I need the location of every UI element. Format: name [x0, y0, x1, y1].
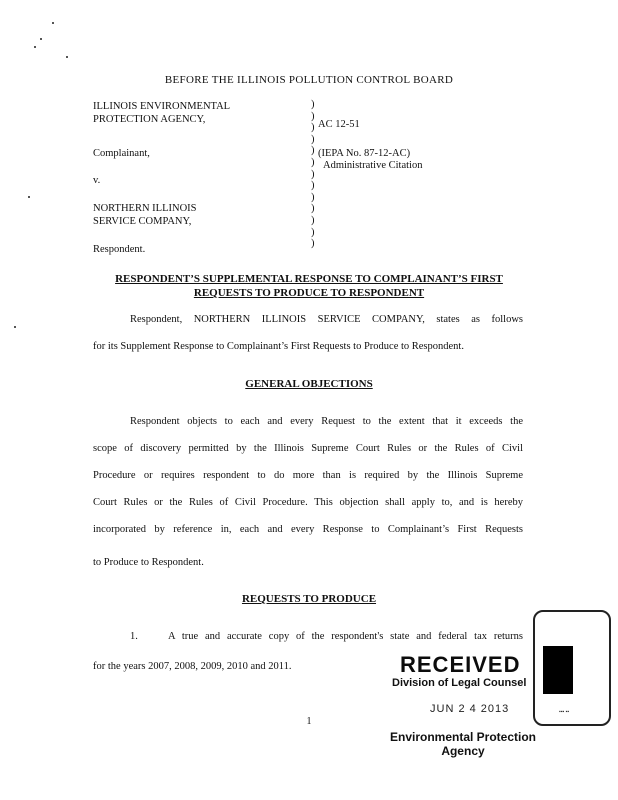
- redaction-block: [543, 646, 573, 694]
- scan-speck: [66, 56, 68, 58]
- scan-speck: [40, 38, 42, 40]
- request-item-text: for the years 2007, 2008, 2009, 2010 and 2011.: [93, 661, 292, 672]
- scan-speck: [34, 46, 36, 48]
- stamp-fine-print: ▪▪▪ ▪▪: [559, 710, 570, 715]
- objection-line: incorporated by reference in, each and every Response to Complainant’s First Requests: [93, 524, 523, 535]
- request-item-number: 1.: [130, 631, 138, 642]
- received-stamp-date: JUN 2 4 2013: [430, 703, 510, 715]
- received-stamp-title: RECEIVED: [400, 652, 521, 677]
- received-stamp-agency: Environmental Protection Agency: [389, 730, 537, 758]
- objection-line: to Produce to Respondent.: [93, 557, 204, 568]
- respondent-name-line-1: NORTHERN ILLINOIS: [93, 203, 197, 214]
- objection-line: Procedure or requires respondent to do more than is required by the Illinois Supreme: [93, 470, 523, 481]
- intro-line: for its Supplement Response to Complainant’s First Requests to Produce to Respondent.: [93, 341, 464, 352]
- complainant-name-line-1: ILLINOIS ENVIRONMENTAL: [93, 101, 231, 112]
- case-number: AC 12-51: [318, 119, 360, 130]
- document-title-line-2: REQUESTS TO PRODUCE TO RESPONDENT: [193, 287, 425, 299]
- versus-label: v.: [93, 175, 101, 186]
- received-stamp-division: Division of Legal Counsel: [392, 677, 527, 689]
- objection-line: Respondent objects to each and every Request to the extent that it exceeds the: [130, 416, 523, 427]
- general-objections-heading: GENERAL OBJECTIONS: [245, 378, 373, 390]
- request-item-text: A true and accurate copy of the respondent's state and federal tax returns: [168, 631, 523, 642]
- complainant-label: Complainant,: [93, 148, 150, 159]
- court-title: BEFORE THE ILLINOIS POLLUTION CONTROL BOARD: [164, 74, 454, 86]
- stamp-card: [533, 610, 611, 726]
- respondent-name-line-2: SERVICE COMPANY,: [93, 216, 192, 227]
- caption-paren-column: ) ) ) ) ) ) ) ) ) ) ) ) ): [311, 99, 315, 250]
- page-number: 1: [306, 716, 312, 727]
- objection-line: scope of discovery permitted by the Illinois Supreme Court Rules or the Rules of Civil: [93, 443, 523, 454]
- scan-speck: [28, 196, 30, 198]
- respondent-label: Respondent.: [93, 244, 146, 255]
- citation-type: Administrative Citation: [323, 160, 423, 171]
- intro-line: Respondent, NORTHERN ILLINOIS SERVICE COMPANY, states as follows: [130, 314, 523, 325]
- scan-speck: [52, 22, 54, 24]
- requests-heading: REQUESTS TO PRODUCE: [241, 593, 377, 605]
- iepa-number: (IEPA No. 87-12-AC): [318, 148, 411, 159]
- objection-line: Court Rules or the Rules of Civil Procedure. This objection shall apply to, and is hereby: [93, 497, 523, 508]
- document-title-line-1: RESPONDENT’S SUPPLEMENTAL RESPONSE TO COMPLAINANT’S FIRST: [115, 273, 503, 285]
- scan-speck: [14, 326, 16, 328]
- complainant-name-line-2: PROTECTION AGENCY,: [93, 114, 206, 125]
